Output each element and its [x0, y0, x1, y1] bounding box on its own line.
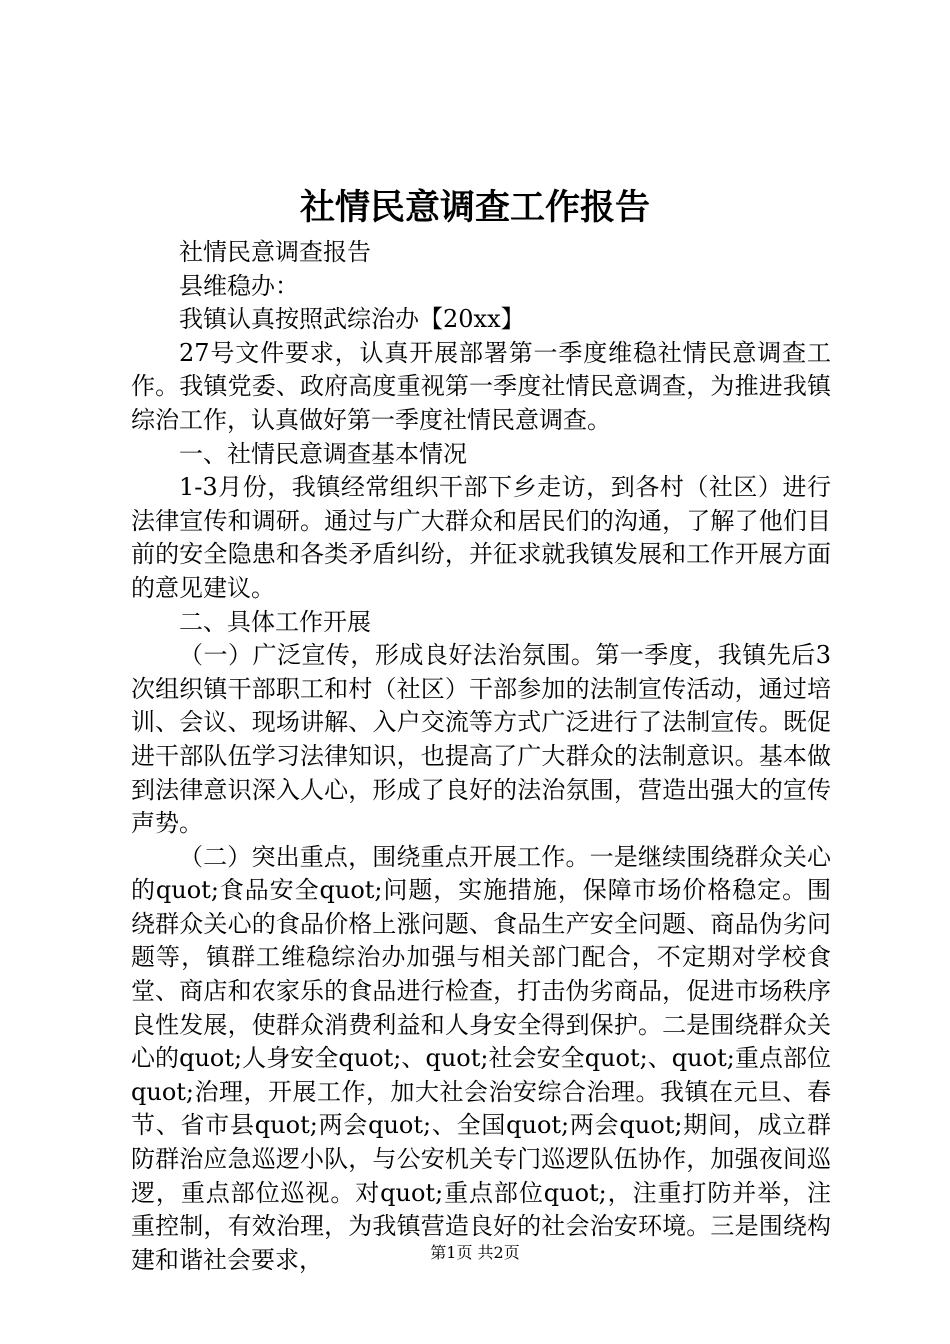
paragraph-subsection-2: （二）突出重点，围绕重点开展工作。一是继续围绕群众关心的quot;食品安全quot;问题，实施措施，保障市场价格稳定。围绕群众关心的食品价格上涨问题、食品生产安全问题、商品伪劣问题等，镇群工维稳综治办加强与相关部门配合，不定期对学校食堂、商店和农家乐的食品进行检查，打击伪劣商品，促进市场秩序良性发展，使群众消费利益和人身安全得到保护。二是围绕群众关心的quot;人身安全quot;、quot;社会安全quot;、quot;重点部位quot;治理，开展工作，加大社会治安综合治理。我镇在元旦、春节、省市县quot;两会quot;、全国quot;两会quot;期间，成立群防群治应急巡逻小队，与公安机关专门巡逻队伍协作，加强夜间巡逻，重点部位巡视。对quot;重点部位quot;，注重打防并举，注重控制，有效治理，为我镇营造良好的社会治安环境。三是围绕构建和谐社会要求，	[131, 842, 831, 1274]
section-heading-2: 二、具体工作开展	[179, 607, 371, 636]
page-footer: 第1页 共2页	[430, 1243, 520, 1262]
document-title: 社情民意调查工作报告	[299, 187, 650, 228]
paragraph-reference: 我镇认真按照武综治办【20xx】	[179, 305, 525, 334]
document-body	[131, 236, 831, 1277]
paragraph-intro: 27号文件要求，认真开展部署第一季度维稳社情民意调查工作。我镇党委、政府高度重视第一季度社情民意调查，为推进我镇综治工作，认真做好第一季度社情民意调查。	[131, 338, 831, 434]
paragraph-report-heading: 社情民意调查报告	[179, 238, 371, 266]
paragraph-section-1: 1-3月份，我镇经常组织干部下乡走访，到各村（社区）进行法律宣传和调研。通过与广大群众和居民们的沟通，了解了他们目前的安全隐患和各类矛盾纠纷，并征求就我镇发展和工作开展方面的意见建议。	[131, 473, 831, 602]
paragraph-addressee: 县维稳办：	[179, 271, 299, 300]
section-heading-1: 一、社情民意调查基本情况	[179, 439, 467, 468]
paragraph-subsection-1: （一）广泛宣传，形成良好法治氛围。第一季度，我镇先后3次组织镇干部职工和村（社区）干部参加的法制宣传活动，通过培训、会议、现场讲解、入户交流等方式广泛进行了法制宣传。既促进干部队伍学习法律知识，也提高了广大群众的法制意识。基本做到法律意识深入人心，形成了良好的法治氛围，营造出强大的宣传声势。	[131, 641, 831, 838]
